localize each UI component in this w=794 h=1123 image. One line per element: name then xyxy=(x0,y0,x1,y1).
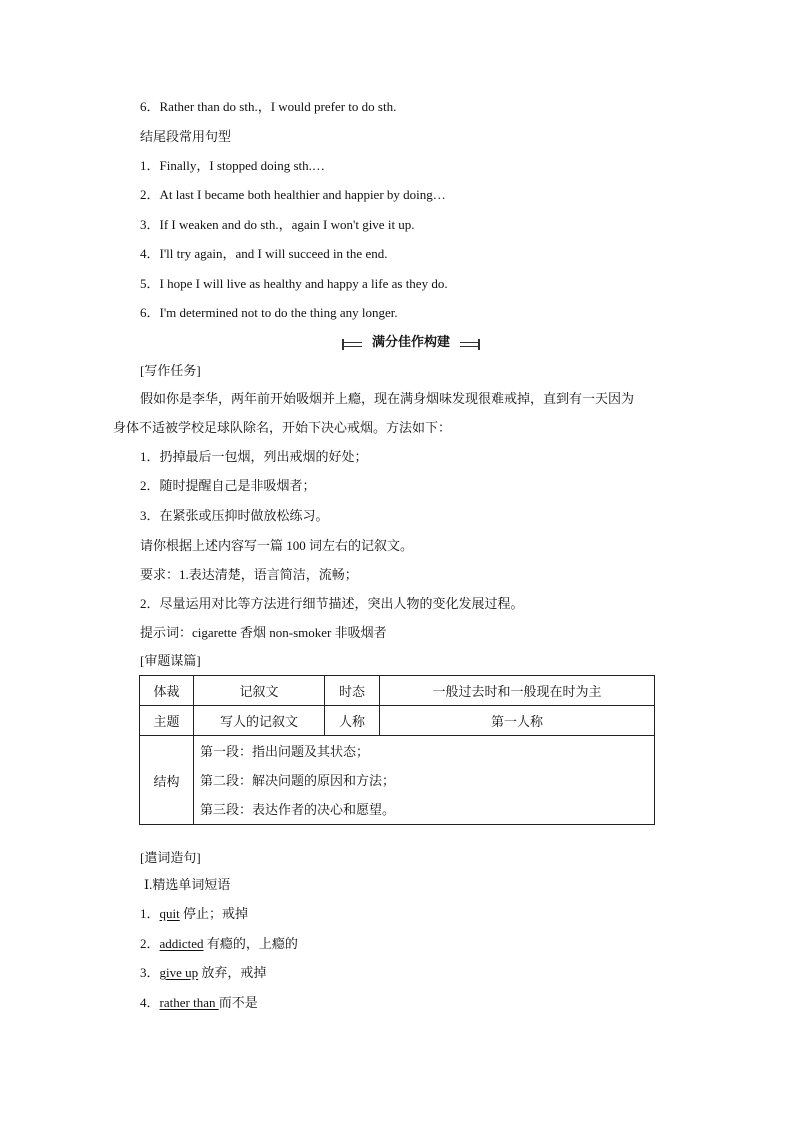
vocab-item xyxy=(140,963,266,983)
banner-title: 满分佳作构建 xyxy=(362,332,460,354)
structure-line: 第二段：解决问题的原因和方法； xyxy=(200,772,396,788)
ending-pattern-item: 6．I'm determined not to do the thing any longer. xyxy=(140,305,398,320)
requirement-text: 要求：1.表达清楚，语言简洁，流畅； xyxy=(140,567,358,582)
structure-cell xyxy=(194,736,655,825)
vocab-meaning: 放弃，戒掉 xyxy=(198,965,267,980)
sentence-pattern-item: 6．Rather than do sth.，I would prefer to do sth. xyxy=(140,99,397,114)
section-banner xyxy=(342,332,480,354)
task-paragraph-line: 身体不适被学校足球队除名，开始下决心戒烟。方法如下： xyxy=(113,420,452,435)
instruction-text: 请你根据上述内容写一篇 100 词左右的记叙文。 xyxy=(140,538,414,553)
vocab-term: quit xyxy=(159,906,180,921)
table-cell: 主题 xyxy=(140,706,194,736)
ending-pattern-item: 5．I hope I will live as healthy and happy a life as they do. xyxy=(140,276,448,291)
ending-pattern-item: 4．I'll try again，and I will succeed in the end. xyxy=(140,246,388,261)
table-row xyxy=(140,736,655,825)
writing-task-heading: [写作任务] xyxy=(140,363,201,378)
vocab-meaning: 停止；戒掉 xyxy=(179,906,249,921)
vocab-number: 3． xyxy=(140,965,160,980)
ending-pattern-item: 1．Finally，I stopped doing sth.… xyxy=(140,158,325,173)
analysis-table xyxy=(139,675,655,825)
hint-words: 提示词：cigarette 香烟 non-smoker 非吸烟者 xyxy=(140,625,387,640)
vocab-term: give up xyxy=(159,965,199,980)
banner-rule-right xyxy=(460,342,480,347)
method-item: 3．在紧张或压抑时做放松练习。 xyxy=(140,508,329,523)
section-heading-ending-patterns: 结尾段常用句型 xyxy=(140,129,232,144)
vocab-number: 1． xyxy=(140,906,160,921)
structure-line: 第三段：表达作者的决心和愿望。 xyxy=(200,801,396,817)
method-item: 1．扔掉最后一包烟，列出戒烟的好处； xyxy=(140,449,368,464)
structure-line: 第一段：指出问题及其状态； xyxy=(200,743,370,759)
requirement-text: 2．尽量运用对比等方法进行细节描述，突出人物的变化发展过程。 xyxy=(140,596,524,611)
ending-pattern-item: 2．At last I became both healthier and happier by doing… xyxy=(140,187,446,202)
table-row xyxy=(140,706,655,736)
vocab-item xyxy=(140,904,248,924)
vocab-meaning: 而不是 xyxy=(218,995,258,1010)
table-cell: 一般过去时和一般现在时为主 xyxy=(380,676,655,706)
vocab-meaning: 有瘾的，上瘾的 xyxy=(203,936,298,951)
table-cell: 时态 xyxy=(325,676,380,706)
table-row xyxy=(140,676,655,706)
ending-pattern-item: 3．If I weaken and do sth.，again I won't give it up. xyxy=(140,217,415,232)
table-cell: 第一人称 xyxy=(380,706,655,736)
vocab-heading: [遣词造句] xyxy=(140,850,201,865)
vocab-number: 4． xyxy=(140,995,160,1010)
table-cell: 人称 xyxy=(325,706,380,736)
table-cell: 写人的记叙文 xyxy=(194,706,325,736)
banner-rule-left xyxy=(342,342,362,347)
task-paragraph-line: 假如你是李华，两年前开始吸烟并上瘾，现在满身烟味发现很难戒掉，直到有一天因为 xyxy=(140,391,635,406)
table-cell: 结构 xyxy=(140,736,194,825)
vocab-number: 2． xyxy=(140,936,160,951)
vocab-item xyxy=(140,934,298,954)
vocab-item xyxy=(140,993,258,1013)
vocab-term: addicted xyxy=(159,936,204,951)
vocab-term: rather than xyxy=(159,995,219,1010)
vocab-subheading: Ⅰ.精选单词短语 xyxy=(144,877,231,892)
analysis-heading: [审题谋篇] xyxy=(140,653,201,668)
method-item: 2．随时提醒自己是非吸烟者； xyxy=(140,478,316,493)
table-cell: 记叙文 xyxy=(194,676,325,706)
table-cell: 体裁 xyxy=(140,676,194,706)
